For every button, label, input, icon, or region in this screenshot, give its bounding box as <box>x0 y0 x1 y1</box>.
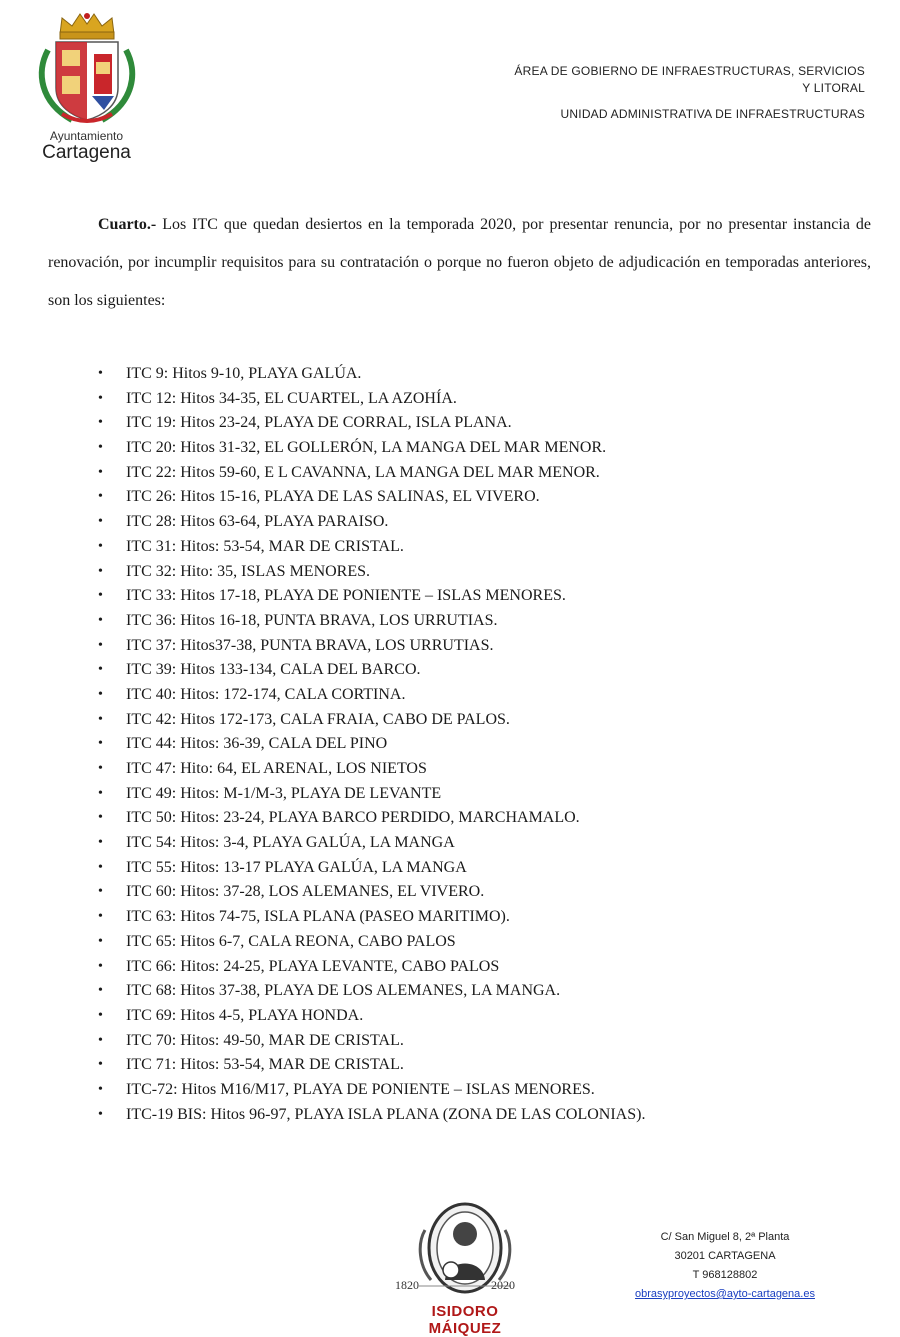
list-item: • ITC 31: Hitos: 53-54, MAR DE CRISTAL. <box>98 535 645 560</box>
emblem-name: ISIDORO MÁIQUEZ <box>428 1303 502 1337</box>
list-item: • ITC 63: Hitos 74-75, ISLA PLANA (PASEO MARITIMO). <box>98 905 645 930</box>
list-item: • ITC 12: Hitos 34-35, EL CUARTEL, LA AZOHÍA. <box>98 387 645 412</box>
list-item: • ITC 37: Hitos37-38, PUNTA BRAVA, LOS URRUTIAS. <box>98 634 645 659</box>
area-line-1: ÁREA DE GOBIERNO DE INFRAESTRUCTURAS, SERVICIOS <box>514 64 865 78</box>
list-item: • ITC 68: Hitos 37-38, PLAYA DE LOS ALEMANES, LA MANGA. <box>98 979 645 1004</box>
address-line-2: 30201 CARTAGENA <box>674 1250 776 1262</box>
list-item: • ITC 42: Hitos 172-173, CALA FRAIA, CABO DE PALOS. <box>98 708 645 733</box>
contact-block <box>610 1228 840 1304</box>
list-item: • ITC 54: Hitos: 3-4, PLAYA GALÚA, LA MANGA <box>98 831 645 856</box>
cartagena-coat-of-arms-logo <box>24 10 149 163</box>
list-item: • ITC-19 BIS: Hitos 96-97, PLAYA ISLA PLANA (ZONA DE LAS COLONIAS). <box>98 1103 645 1128</box>
list-item: • ITC 36: Hitos 16-18, PUNTA BRAVA, LOS URRUTIAS. <box>98 609 645 634</box>
list-item: • ITC 26: Hitos 15-16, PLAYA DE LAS SALINAS, EL VIVERO. <box>98 485 645 510</box>
list-item: • ITC 20: Hitos 31-32, EL GOLLERÓN, LA MANGA DEL MAR MENOR. <box>98 436 645 461</box>
list-item: • ITC 50: Hitos: 23-24, PLAYA BARCO PERDIDO, MARCHAMALO. <box>98 806 645 831</box>
intro-paragraph <box>48 206 871 320</box>
department-header <box>514 63 865 123</box>
itc-list <box>98 362 645 1127</box>
list-item: • ITC 40: Hitos: 172-174, CALA CORTINA. <box>98 683 645 708</box>
list-item: • ITC 9: Hitos 9-10, PLAYA GALÚA. <box>98 362 645 387</box>
intro-heading: Cuarto.- <box>98 216 157 233</box>
phone-number: T 968128802 <box>692 1269 758 1281</box>
list-item: • ITC 66: Hitos: 24-25, PLAYA LEVANTE, CABO PALOS <box>98 955 645 980</box>
emblem-year-start: 1820 <box>395 1278 419 1292</box>
administrative-unit: UNIDAD ADMINISTRATIVA DE INFRAESTRUCTURAS <box>560 107 865 121</box>
list-item: • ITC 55: Hitos: 13-17 PLAYA GALÚA, LA MANGA <box>98 856 645 881</box>
list-item: • ITC 19: Hitos 23-24, PLAYA DE CORRAL, ISLA PLANA. <box>98 411 645 436</box>
list-item: • ITC 44: Hitos: 36-39, CALA DEL PINO <box>98 732 645 757</box>
list-item: • ITC 60: Hitos: 37-28, LOS ALEMANES, EL VIVERO. <box>98 880 645 905</box>
list-item: • ITC 70: Hitos: 49-50, MAR DE CRISTAL. <box>98 1029 645 1054</box>
list-item: • ITC 71: Hitos: 53-54, MAR DE CRISTAL. <box>98 1053 645 1078</box>
email-link[interactable]: obrasyproyectos@ayto-cartagena.es <box>635 1288 815 1300</box>
list-item: • ITC-72: Hitos M16/M17, PLAYA DE PONIENTE – ISLAS MENORES. <box>98 1078 645 1103</box>
list-item: • ITC 47: Hito: 64, EL ARENAL, LOS NIETOS <box>98 757 645 782</box>
list-item: • ITC 22: Hitos 59-60, E L CAVANNA, LA MANGA DEL MAR MENOR. <box>98 461 645 486</box>
list-item: • ITC 69: Hitos 4-5, PLAYA HONDA. <box>98 1004 645 1029</box>
intro-text: Los ITC que quedan desiertos en la temporada 2020, por presentar renuncia, por no presentar instancia de renovación, por incumplir requisitos para su contratación o porque no fueron objeto de adjudicación en temporadas anteriores, son los siguientes: <box>48 216 871 309</box>
list-item: • ITC 49: Hitos: M-1/M-3, PLAYA DE LEVANTE <box>98 782 645 807</box>
emblem-year-end: 2020 <box>491 1278 515 1292</box>
list-item: • ITC 28: Hitos 63-64, PLAYA PARAISO. <box>98 510 645 535</box>
isidoro-maiquez-emblem <box>395 1200 535 1337</box>
address-line-1: C/ San Miguel 8, 2ª Planta <box>660 1231 790 1243</box>
list-item: • ITC 33: Hitos 17-18, PLAYA DE PONIENTE – ISLAS MENORES. <box>98 584 645 609</box>
list-item: • ITC 39: Hitos 133-134, CALA DEL BARCO. <box>98 658 645 683</box>
list-item: • ITC 32: Hito: 35, ISLAS MENORES. <box>98 560 645 585</box>
area-line-2: Y LITORAL <box>802 81 865 95</box>
coat-of-arms-icon <box>32 10 142 128</box>
logo-line-cartagena: Cartagena <box>42 142 131 163</box>
list-item: • ITC 65: Hitos 6-7, CALA REONA, CABO PALOS <box>98 930 645 955</box>
logo-line-ayuntamiento: Ayuntamiento <box>49 129 124 143</box>
